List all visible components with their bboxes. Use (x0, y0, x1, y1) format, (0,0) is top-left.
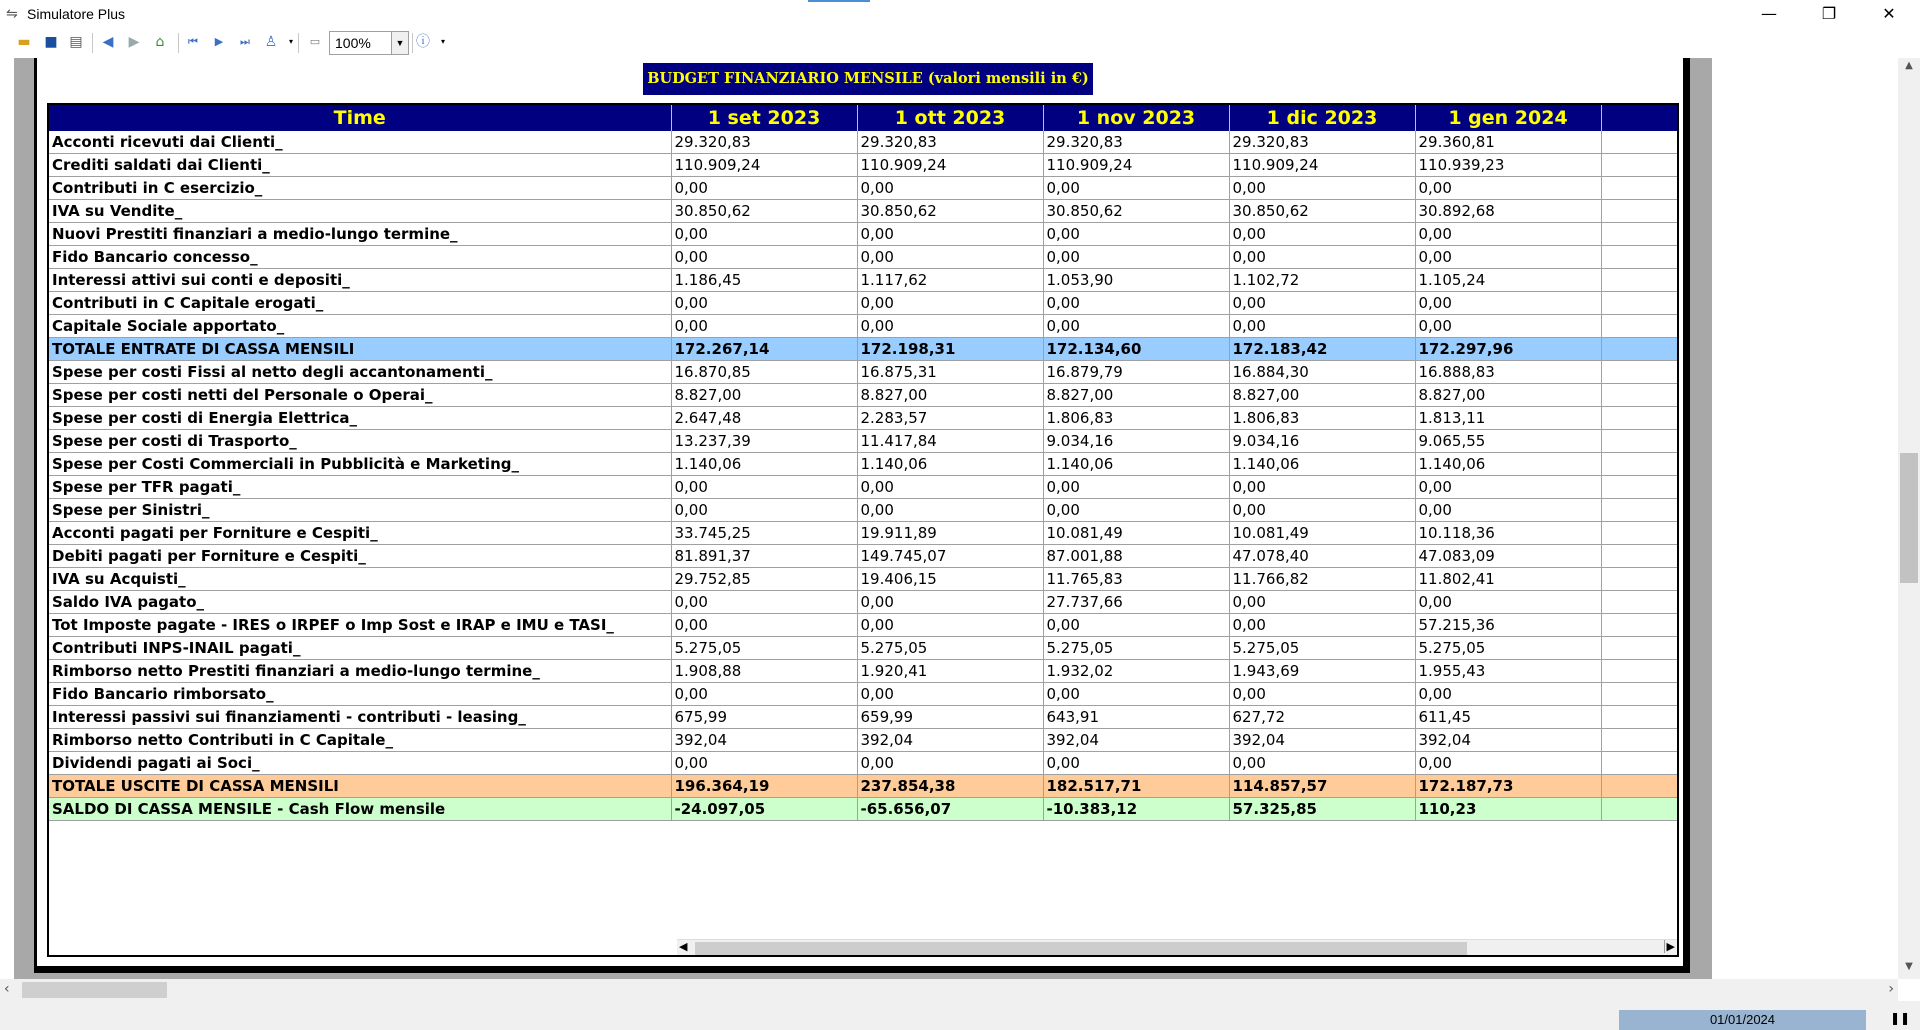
row-label: Capitale Sociale apportato_ (49, 315, 671, 338)
table-row (49, 568, 1679, 591)
table-cell: 10.081,49 (1229, 522, 1415, 545)
table-cell: 2.647,48 (671, 407, 857, 430)
empty-cell (1601, 568, 1679, 591)
table-cell: 0,00 (1229, 246, 1415, 269)
row-label: SALDO DI CASSA MENSILE - Cash Flow mensile (49, 798, 671, 821)
empty-cell (1601, 660, 1679, 683)
table-cell: 0,00 (1229, 177, 1415, 200)
scroll-left-icon[interactable]: ‹ (4, 981, 10, 997)
empty-cell (1601, 499, 1679, 522)
table-cell: 0,00 (1415, 591, 1601, 614)
table-cell: 0,00 (857, 476, 1043, 499)
toolbar (0, 28, 1920, 58)
empty-cell (1601, 683, 1679, 706)
table-row (49, 729, 1679, 752)
table-cell: 172.267,14 (671, 338, 857, 361)
table-cell: 0,00 (857, 591, 1043, 614)
row-label: Interessi passivi sui finanziamenti - contributi - leasing_ (49, 706, 671, 729)
table-cell: 0,00 (1229, 292, 1415, 315)
empty-cell (1601, 292, 1679, 315)
scroll-thumb[interactable] (1900, 453, 1918, 583)
table-cell: 0,00 (1043, 683, 1229, 706)
empty-cell (1601, 752, 1679, 775)
status-date: 01/01/2024 (1619, 1010, 1866, 1030)
table-cell: 0,00 (1043, 752, 1229, 775)
table-header-row (49, 105, 1679, 131)
empty-cell (1601, 729, 1679, 752)
table-cell: 1.140,06 (1415, 453, 1601, 476)
table-cell: 659,99 (857, 706, 1043, 729)
table-cell: 9.065,55 (1415, 430, 1601, 453)
budget-table-frame (47, 103, 1679, 957)
table-cell: 29.360,81 (1415, 131, 1601, 154)
report-title: BUDGET FINANZIARIO MENSILE (valori mensili in €) (645, 65, 1091, 93)
row-label: Acconti pagati per Forniture e Cespiti_ (49, 522, 671, 545)
table-cell: 0,00 (857, 223, 1043, 246)
empty-cell (1601, 522, 1679, 545)
table-cell: 5.275,05 (1229, 637, 1415, 660)
table-cell: 8.827,00 (1415, 384, 1601, 407)
column-header-month: 1 dic 2023 (1229, 105, 1415, 131)
empty-cell (1601, 269, 1679, 292)
table-row (49, 430, 1679, 453)
table-cell: 392,04 (1415, 729, 1601, 752)
table-row (49, 683, 1679, 706)
table-cell: 11.766,82 (1229, 568, 1415, 591)
table-cell: 0,00 (1229, 499, 1415, 522)
title-bar (0, 0, 1920, 28)
table-cell: 0,00 (671, 499, 857, 522)
first-page-icon[interactable]: ⏮ (188, 35, 198, 48)
table-cell: 0,00 (1229, 591, 1415, 614)
table-cell: 8.827,00 (1043, 384, 1229, 407)
table-cell: 0,00 (1415, 246, 1601, 269)
table-row (49, 338, 1679, 361)
table-cell: 0,00 (671, 591, 857, 614)
table-cell: -65.656,07 (857, 798, 1043, 821)
pause-icon[interactable]: ❚❚ (1890, 1011, 1911, 1025)
page-setup-icon[interactable]: ▭ (309, 35, 321, 48)
table-cell: 19.406,15 (857, 568, 1043, 591)
table-cell: 57.215,36 (1415, 614, 1601, 637)
table-cell: 87.001,88 (1043, 545, 1229, 568)
table-cell: 0,00 (1043, 476, 1229, 499)
table-cell: 0,00 (671, 683, 857, 706)
empty-cell (1601, 131, 1679, 154)
table-cell: 1.105,24 (1415, 269, 1601, 292)
table-cell: 611,45 (1415, 706, 1601, 729)
table-cell: 0,00 (857, 499, 1043, 522)
table-cell: 1.908,88 (671, 660, 857, 683)
table-cell: 11.765,83 (1043, 568, 1229, 591)
table-cell: 0,00 (1229, 683, 1415, 706)
table-horizontal-scrollbar[interactable] (677, 939, 1677, 957)
row-label: Fido Bancario concesso_ (49, 246, 671, 269)
table-cell: 1.102,72 (1229, 269, 1415, 292)
table-cell: 0,00 (671, 223, 857, 246)
scroll-right-icon[interactable]: › (1888, 981, 1894, 997)
table-cell: 0,00 (1415, 683, 1601, 706)
table-cell: 1.053,90 (1043, 269, 1229, 292)
table-cell: 0,00 (1229, 752, 1415, 775)
table-cell: 0,00 (671, 476, 857, 499)
table-cell: 5.275,05 (1043, 637, 1229, 660)
table-cell: 0,00 (857, 246, 1043, 269)
table-cell: 0,00 (1043, 499, 1229, 522)
zoom-value: 100% (335, 35, 371, 51)
table-row (49, 223, 1679, 246)
empty-cell (1601, 545, 1679, 568)
horizontal-scrollbar[interactable] (0, 979, 1898, 1001)
table-row (49, 614, 1679, 637)
table-row (49, 499, 1679, 522)
forward-icon[interactable]: ▶ (128, 34, 140, 50)
table-cell: 1.806,83 (1043, 407, 1229, 430)
row-label: Rimborso netto Contributi in C Capitale_ (49, 729, 671, 752)
table-cell: 172.198,31 (857, 338, 1043, 361)
row-label: TOTALE ENTRATE DI CASSA MENSILI (49, 338, 671, 361)
app-icon: ⇋ (6, 6, 18, 22)
row-label: Contributi in C esercizio_ (49, 177, 671, 200)
empty-cell (1601, 453, 1679, 476)
minimize-button[interactable]: — (1761, 4, 1777, 23)
table-cell: 675,99 (671, 706, 857, 729)
table-cell: -24.097,05 (671, 798, 857, 821)
empty-cell (1601, 338, 1679, 361)
table-cell: 1.932,02 (1043, 660, 1229, 683)
table-cell: 0,00 (671, 246, 857, 269)
table-row (49, 384, 1679, 407)
table-cell: 114.857,57 (1229, 775, 1415, 798)
table-cell: 29.320,83 (1043, 131, 1229, 154)
table-cell: 392,04 (1043, 729, 1229, 752)
column-header-time: Time (49, 105, 671, 131)
table-cell: 29.752,85 (671, 568, 857, 591)
row-label: Rimborso netto Prestiti finanziari a medio-lungo termine_ (49, 660, 671, 683)
table-cell: 0,00 (1415, 177, 1601, 200)
empty-cell (1601, 177, 1679, 200)
table-cell: 30.850,62 (857, 200, 1043, 223)
empty-cell (1601, 407, 1679, 430)
row-label: Saldo IVA pagato_ (49, 591, 671, 614)
table-cell: 0,00 (671, 292, 857, 315)
column-header-empty (1601, 105, 1679, 131)
table-row (49, 315, 1679, 338)
empty-cell (1601, 200, 1679, 223)
table-row (49, 476, 1679, 499)
table-cell: 8.827,00 (1229, 384, 1415, 407)
maximize-button[interactable]: ❐ (1821, 4, 1837, 23)
row-label: Dividendi pagati ai Soci_ (49, 752, 671, 775)
table-row (49, 177, 1679, 200)
table-cell: 0,00 (857, 315, 1043, 338)
table-cell: 8.827,00 (671, 384, 857, 407)
chevron-down-icon[interactable]: ▼ (391, 32, 408, 54)
row-label: IVA su Vendite_ (49, 200, 671, 223)
empty-cell (1601, 476, 1679, 499)
table-cell: 0,00 (1415, 476, 1601, 499)
empty-cell (1601, 154, 1679, 177)
table-cell: 1.955,43 (1415, 660, 1601, 683)
table-cell: 16.888,83 (1415, 361, 1601, 384)
row-label: IVA su Acquisti_ (49, 568, 671, 591)
info-dropdown-icon[interactable]: ▾ (440, 37, 445, 46)
row-label: Interessi attivi sui conti e depositi_ (49, 269, 671, 292)
table-cell: 0,00 (671, 752, 857, 775)
empty-cell (1601, 775, 1679, 798)
table-cell: 149.745,07 (857, 545, 1043, 568)
table-cell: 30.892,68 (1415, 200, 1601, 223)
table-cell: 30.850,62 (1229, 200, 1415, 223)
export-dropdown-icon[interactable]: ▾ (288, 37, 293, 46)
table-body (49, 131, 1679, 821)
table-cell: 9.034,16 (1229, 430, 1415, 453)
window-title: Simulatore Plus (27, 6, 126, 22)
table-cell: 0,00 (1415, 315, 1601, 338)
table-cell: 5.275,05 (1415, 637, 1601, 660)
info-icon[interactable]: ⓘ (416, 34, 430, 50)
table-cell: 81.891,37 (671, 545, 857, 568)
table-cell: 110.909,24 (1229, 154, 1415, 177)
save-icon[interactable]: ■ (44, 34, 58, 50)
row-label: Acconti ricevuti dai Clienti_ (49, 131, 671, 154)
row-label: Tot Imposte pagate - IRES o IRPEF o Imp Sost e IRAP e IMU e TASI_ (49, 614, 671, 637)
table-cell: 172.187,73 (1415, 775, 1601, 798)
table-cell: 0,00 (1043, 177, 1229, 200)
table-cell: 172.183,42 (1229, 338, 1415, 361)
table-cell: 0,00 (671, 614, 857, 637)
table-cell: 196.364,19 (671, 775, 857, 798)
zoom-select[interactable] (329, 31, 409, 55)
viewport-margin (1712, 58, 1898, 979)
table-cell: 16.879,79 (1043, 361, 1229, 384)
empty-cell (1601, 223, 1679, 246)
table-cell: 5.275,05 (671, 637, 857, 660)
row-label: Contributi in C Capitale erogati_ (49, 292, 671, 315)
row-label: Contributi INPS-INAIL pagati_ (49, 637, 671, 660)
toolbar-separator (178, 33, 179, 53)
table-cell: 627,72 (1229, 706, 1415, 729)
table-cell: 10.118,36 (1415, 522, 1601, 545)
table-cell: 172.134,60 (1043, 338, 1229, 361)
table-cell: 0,00 (857, 614, 1043, 637)
table-cell: 0,00 (1229, 614, 1415, 637)
table-cell: 0,00 (1043, 315, 1229, 338)
row-label: Debiti pagati per Forniture e Cespiti_ (49, 545, 671, 568)
table-cell: 0,00 (1415, 223, 1601, 246)
scroll-up-icon[interactable]: ▲ (1905, 60, 1913, 71)
table-row (49, 591, 1679, 614)
title-accent-bar (808, 0, 870, 2)
table-cell: 13.237,39 (671, 430, 857, 453)
table-cell: 30.850,62 (1043, 200, 1229, 223)
table-row (49, 545, 1679, 568)
table-cell: 29.320,83 (857, 131, 1043, 154)
row-label: Spese per TFR pagati_ (49, 476, 671, 499)
toolbar-separator (92, 33, 93, 53)
table-row (49, 522, 1679, 545)
row-label: Spese per Costi Commerciali in Pubblicità e Marketing_ (49, 453, 671, 476)
table-cell: 1.806,83 (1229, 407, 1415, 430)
table-cell: 1.140,06 (1043, 453, 1229, 476)
row-label: TOTALE USCITE DI CASSA MENSILI (49, 775, 671, 798)
table-row (49, 269, 1679, 292)
toolbar-separator (298, 33, 299, 53)
table-cell: 643,91 (1043, 706, 1229, 729)
table-row (49, 361, 1679, 384)
empty-cell (1601, 637, 1679, 660)
table-row (49, 798, 1679, 821)
table-cell: 392,04 (857, 729, 1043, 752)
table-cell: 0,00 (857, 752, 1043, 775)
scroll-down-icon[interactable]: ▼ (1905, 961, 1913, 972)
empty-cell (1601, 384, 1679, 407)
table-cell: 110,23 (1415, 798, 1601, 821)
table-cell: 0,00 (1043, 614, 1229, 637)
table-cell: 0,00 (857, 683, 1043, 706)
table-cell: 237.854,38 (857, 775, 1043, 798)
table-cell: 29.320,83 (1229, 131, 1415, 154)
table-cell: 8.827,00 (857, 384, 1043, 407)
table-row (49, 752, 1679, 775)
column-header-month: 1 nov 2023 (1043, 105, 1229, 131)
export-icon[interactable]: ♙ (264, 34, 278, 50)
row-label: Nuovi Prestiti finanziari a medio-lungo termine_ (49, 223, 671, 246)
home-icon[interactable]: ⌂ (155, 34, 165, 50)
table-cell: 1.140,06 (1229, 453, 1415, 476)
table-row (49, 706, 1679, 729)
table-cell: 110.909,24 (671, 154, 857, 177)
table-cell: 110.909,24 (857, 154, 1043, 177)
scroll-right-icon[interactable]: ▶ (1664, 940, 1675, 953)
last-page-icon[interactable]: ⏭ (240, 35, 250, 48)
table-cell: 1.140,06 (671, 453, 857, 476)
empty-cell (1601, 246, 1679, 269)
table-cell: 0,00 (1229, 315, 1415, 338)
table-cell: 11.802,41 (1415, 568, 1601, 591)
empty-cell (1601, 614, 1679, 637)
table-cell: -10.383,12 (1043, 798, 1229, 821)
row-label: Spese per costi di Energia Elettrica_ (49, 407, 671, 430)
row-label: Crediti saldati dai Clienti_ (49, 154, 671, 177)
table-cell: 33.745,25 (671, 522, 857, 545)
table-row (49, 292, 1679, 315)
scroll-thumb[interactable] (22, 982, 167, 998)
empty-cell (1601, 315, 1679, 338)
table-cell: 0,00 (1043, 292, 1229, 315)
table-cell: 29.320,83 (671, 131, 857, 154)
empty-cell (1601, 430, 1679, 453)
table-cell: 0,00 (671, 177, 857, 200)
table-row (49, 637, 1679, 660)
table-cell: 30.850,62 (671, 200, 857, 223)
table-cell: 0,00 (1229, 223, 1415, 246)
table-row (49, 154, 1679, 177)
table-cell: 0,00 (1043, 246, 1229, 269)
table-cell: 0,00 (671, 315, 857, 338)
empty-cell (1601, 706, 1679, 729)
table-cell: 19.911,89 (857, 522, 1043, 545)
scroll-left-icon[interactable]: ◀ (679, 940, 688, 953)
column-header-month: 1 gen 2024 (1415, 105, 1601, 131)
table-cell: 1.140,06 (857, 453, 1043, 476)
table-row (49, 131, 1679, 154)
table-row (49, 660, 1679, 683)
empty-cell (1601, 798, 1679, 821)
table-cell: 110.909,24 (1043, 154, 1229, 177)
table-cell: 0,00 (1415, 752, 1601, 775)
table-cell: 0,00 (1229, 476, 1415, 499)
row-label: Spese per Sinistri_ (49, 499, 671, 522)
table-cell: 5.275,05 (857, 637, 1043, 660)
table-cell: 57.325,85 (1229, 798, 1415, 821)
column-header-month: 1 set 2023 (671, 105, 857, 131)
table-row (49, 453, 1679, 476)
vertical-scrollbar[interactable] (1898, 58, 1920, 979)
table-cell: 9.034,16 (1043, 430, 1229, 453)
table-cell: 392,04 (671, 729, 857, 752)
table-cell: 0,00 (1415, 292, 1601, 315)
empty-cell (1601, 361, 1679, 384)
close-button[interactable]: ✕ (1882, 4, 1896, 23)
column-header-month: 1 ott 2023 (857, 105, 1043, 131)
table-cell: 0,00 (857, 177, 1043, 200)
budget-table (49, 105, 1679, 821)
table-row (49, 200, 1679, 223)
table-cell: 27.737,66 (1043, 591, 1229, 614)
table-cell: 1.117,62 (857, 269, 1043, 292)
table-cell: 172.297,96 (1415, 338, 1601, 361)
table-cell: 0,00 (1043, 223, 1229, 246)
row-label: Spese per costi di Trasporto_ (49, 430, 671, 453)
scroll-thumb[interactable] (695, 942, 1467, 956)
report-page (34, 58, 1690, 973)
back-icon[interactable]: ◀ (102, 34, 114, 50)
table-cell: 1.813,11 (1415, 407, 1601, 430)
row-label: Fido Bancario rimborsato_ (49, 683, 671, 706)
table-cell: 0,00 (1415, 499, 1601, 522)
table-cell: 2.283,57 (857, 407, 1043, 430)
row-label: Spese per costi netti del Personale o Operai_ (49, 384, 671, 407)
table-cell: 1.943,69 (1229, 660, 1415, 683)
table-cell: 0,00 (857, 292, 1043, 315)
print-icon[interactable]: ▤ (69, 34, 83, 50)
table-cell: 1.186,45 (671, 269, 857, 292)
table-cell: 392,04 (1229, 729, 1415, 752)
table-cell: 47.083,09 (1415, 545, 1601, 568)
table-row (49, 407, 1679, 430)
status-bar (0, 1001, 1920, 1030)
table-cell: 182.517,71 (1043, 775, 1229, 798)
table-cell: 47.078,40 (1229, 545, 1415, 568)
table-cell: 11.417,84 (857, 430, 1043, 453)
table-cell: 16.870,85 (671, 361, 857, 384)
table-row (49, 246, 1679, 269)
play-icon[interactable]: ▶ (214, 35, 224, 48)
table-cell: 110.939,23 (1415, 154, 1601, 177)
empty-cell (1601, 591, 1679, 614)
table-row (49, 775, 1679, 798)
row-label: Spese per costi Fissi al netto degli accantonamenti_ (49, 361, 671, 384)
table-cell: 1.920,41 (857, 660, 1043, 683)
table-cell: 10.081,49 (1043, 522, 1229, 545)
table-cell: 16.884,30 (1229, 361, 1415, 384)
open-icon[interactable]: ▬ (17, 34, 31, 50)
table-cell: 16.875,31 (857, 361, 1043, 384)
